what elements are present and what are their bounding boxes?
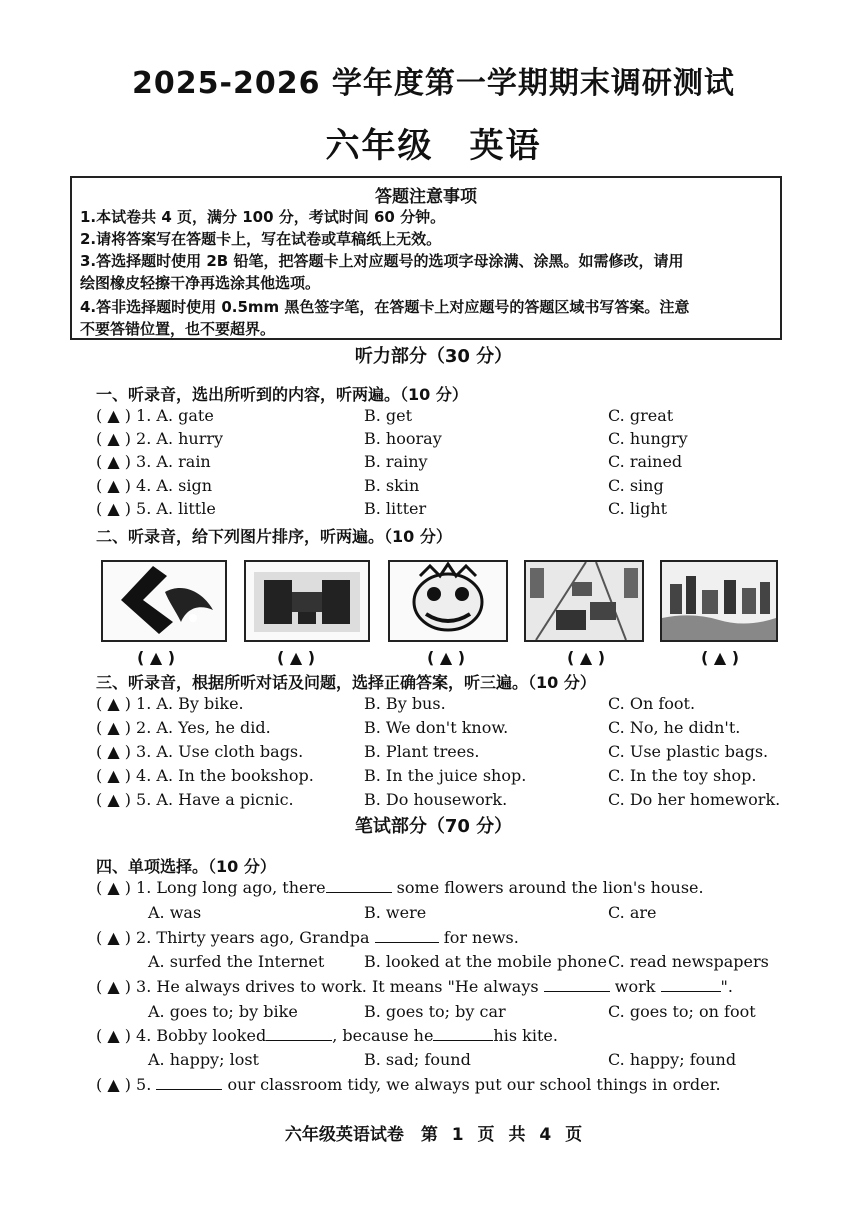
- option-a: ( ▲ ) 3. A. rain: [96, 452, 211, 471]
- option-a: A. goes to; by bike: [148, 1002, 298, 1021]
- question-2: [96, 928, 776, 952]
- picture-label: ( ▲ ): [426, 648, 466, 667]
- answer-blank: [326, 878, 392, 893]
- option-b: B. get: [364, 406, 413, 425]
- part3-row: [96, 718, 776, 742]
- notice-line: 2.请将答案写在答题卡上，写在试卷或草稿纸上无效。: [80, 230, 442, 248]
- picture-3: [388, 560, 508, 642]
- city-river-icon: [662, 562, 776, 640]
- listening-heading: 听力部分（30 分）: [354, 346, 513, 367]
- part3-row: [96, 790, 781, 814]
- part3-row: [96, 766, 776, 790]
- question-text: ( ▲ ) 5.: [96, 1075, 152, 1094]
- option-b: B. rainy: [364, 452, 428, 471]
- part4-heading: 四、单项选择。（10 分）: [96, 857, 276, 876]
- part1-row: [96, 429, 776, 453]
- picture-2: [244, 560, 370, 642]
- option-b: B. In the juice shop.: [364, 766, 527, 785]
- option-a: ( ▲ ) 5. A. little: [96, 499, 216, 518]
- answer-blank: [375, 928, 439, 943]
- option-c: C. rained: [608, 452, 683, 471]
- option-b: B. Plant trees.: [364, 742, 480, 761]
- question-text: our classroom tidy, we always put our school things in order.: [227, 1075, 721, 1094]
- option-b: B. hooray: [364, 429, 442, 448]
- question-text: his kite.: [493, 1026, 558, 1045]
- answer-blank: [544, 977, 610, 992]
- option-b: B. litter: [364, 499, 427, 518]
- option-b: B. We don't know.: [364, 718, 509, 737]
- notice-title: 答题注意事项: [375, 187, 477, 207]
- option-a: ( ▲ ) 5. A. Have a picnic.: [96, 790, 294, 809]
- question-1-options: [148, 903, 776, 927]
- option-c: C. sing: [608, 476, 664, 495]
- picture-5: [660, 560, 778, 642]
- part1-heading: 一、听录音，选出所听到的内容，听两遍。（10 分）: [96, 385, 468, 404]
- option-a: ( ▲ ) 4. A. In the bookshop.: [96, 766, 314, 785]
- option-c: C. happy; found: [608, 1050, 737, 1069]
- picture-4: [524, 560, 644, 642]
- notice-line: 4.答非选择题时使用 0.5mm 黑色签字笔，在答题卡上对应题号的答题区域书写答案。注意: [80, 298, 690, 316]
- part1-row: [96, 452, 776, 476]
- traffic-jam-icon: [526, 562, 642, 640]
- answer-blank: [266, 1026, 332, 1041]
- picture-1: [101, 560, 227, 642]
- option-c: C. great: [608, 406, 674, 425]
- option-c: C. read newspapers: [608, 952, 769, 971]
- part3-row: [96, 742, 776, 766]
- question-text: ( ▲ ) 1. Long long ago, there: [96, 878, 326, 897]
- option-c: C. In the toy shop.: [608, 766, 757, 785]
- picture-label: ( ▲ ): [276, 648, 316, 667]
- option-a: A. surfed the Internet: [148, 952, 325, 971]
- question-5: [96, 1075, 776, 1099]
- part3-row: [96, 694, 776, 718]
- option-c: C. goes to; on foot: [608, 1002, 756, 1021]
- question-text: , because he: [332, 1026, 434, 1045]
- question-text: ( ▲ ) 3. He always drives to work. It means "He always: [96, 977, 539, 996]
- question-1: [96, 878, 776, 902]
- option-c: C. On foot.: [608, 694, 696, 713]
- page-footer: 六年级英语试卷 第 1 页 共 4 页: [284, 1125, 583, 1145]
- option-b: B. goes to; by car: [364, 1002, 506, 1021]
- option-a: ( ▲ ) 4. A. sign: [96, 476, 212, 495]
- question-text: ".: [720, 977, 733, 996]
- option-a: ( ▲ ) 2. A. Yes, he did.: [96, 718, 271, 737]
- notice-line: 不要答错位置，也不要超界。: [80, 320, 276, 338]
- option-c: C. light: [608, 499, 668, 518]
- option-b: B. Do housework.: [364, 790, 508, 809]
- picture-label: ( ▲ ): [700, 648, 740, 667]
- answer-blank: [156, 1075, 222, 1090]
- question-2-options: [148, 952, 776, 976]
- part1-row: [96, 499, 776, 523]
- option-a: ( ▲ ) 2. A. hurry: [96, 429, 224, 448]
- option-a: ( ▲ ) 1. A. gate: [96, 406, 214, 425]
- option-c: C. hungry: [608, 429, 688, 448]
- exam-title: 2025-2026 学年度第一学期期末调研测试: [132, 66, 735, 101]
- question-text: for news.: [443, 928, 519, 947]
- part1-row: [96, 406, 776, 430]
- option-c: C. Do her homework.: [608, 790, 781, 809]
- option-a: ( ▲ ) 3. A. Use cloth bags.: [96, 742, 304, 761]
- option-a: ( ▲ ) 1. A. By bike.: [96, 694, 244, 713]
- building-shape-icon: [246, 562, 368, 640]
- question-text: work: [614, 977, 656, 996]
- option-b: B. looked at the mobile phone: [364, 952, 607, 971]
- picture-label: ( ▲ ): [136, 648, 176, 667]
- option-b: B. skin: [364, 476, 420, 495]
- part2-heading: 二、听录音，给下列图片排序，听两遍。（10 分）: [96, 527, 452, 546]
- answer-blank: [661, 977, 721, 992]
- writing-heading: 笔试部分（70 分）: [354, 816, 513, 837]
- exam-subtitle: 六年级 英语: [325, 126, 542, 166]
- question-text: some flowers around the lion's house.: [396, 878, 704, 897]
- arrow-shape-icon: [103, 562, 225, 640]
- picture-label: ( ▲ ): [566, 648, 606, 667]
- lion-dance-icon: [390, 562, 506, 640]
- option-b: B. were: [364, 903, 427, 922]
- option-b: B. By bus.: [364, 694, 446, 713]
- question-4-options: [148, 1050, 776, 1074]
- part1-row: [96, 476, 776, 500]
- answer-blank: [433, 1026, 493, 1041]
- option-a: A. happy; lost: [148, 1050, 259, 1069]
- question-text: ( ▲ ) 4. Bobby looked: [96, 1026, 267, 1045]
- notice-line: 绘图橡皮轻擦干净再选涂其他选项。: [80, 274, 321, 292]
- notice-box: [70, 176, 782, 340]
- question-3: [96, 977, 776, 1001]
- notice-line: 1.本试卷共 4 页，满分 100 分，考试时间 60 分钟。: [80, 208, 446, 226]
- option-b: B. sad; found: [364, 1050, 471, 1069]
- option-a: A. was: [148, 903, 202, 922]
- question-text: ( ▲ ) 2. Thirty years ago, Grandpa: [96, 928, 370, 947]
- question-3-options: [148, 1002, 776, 1026]
- option-c: C. No, he didn't.: [608, 718, 741, 737]
- option-c: C. are: [608, 903, 657, 922]
- question-4: [96, 1026, 776, 1050]
- notice-line: 3.答选择题时使用 2B 铅笔，把答题卡上对应题号的选项字母涂满、涂黑。如需修改，请用: [80, 252, 684, 270]
- part3-heading: 三、听录音，根据所听对话及问题，选择正确答案，听三遍。（10 分）: [96, 673, 596, 692]
- option-c: C. Use plastic bags.: [608, 742, 769, 761]
